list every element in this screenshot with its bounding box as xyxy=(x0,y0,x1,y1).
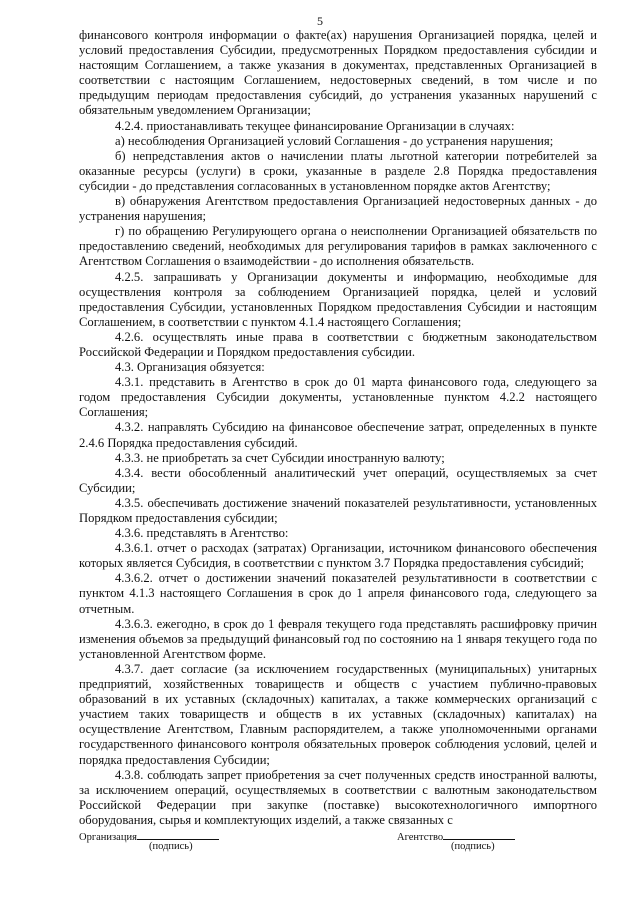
organization-signature-hint: (подпись) xyxy=(149,841,193,852)
paragraph-4-3-7: 4.3.7. дает согласие (за исключением государственных (муниципальных) унитарных предприятий, хозяйственных товариществ и обществ с участием публично-правовых образований в их уставных (складочных) капиталах, а также коммерческих организаций с участием таких товариществ и обществ в их уставных (складочных) капиталах) на осуществление Агентством, Главным распорядителем, а также уполномоченными органами государственного финансового контроля обязательных проверок соблюдения условий, целей и порядка предоставления Субсидии; xyxy=(79,661,597,767)
paragraph-4-3-6-3: 4.3.6.3. ежегодно, в срок до 1 февраля текущего года представлять расшифровку причин изменения объемов за предыдущий финансовый год по состоянию на 1 января текущего года по установленной Агентством форме. xyxy=(79,616,597,661)
paragraph-4-3-2: 4.3.2. направлять Субсидию на финансовое обеспечение затрат, определенных в пункте 2.4.6 Порядка предоставления субсидий. xyxy=(79,420,597,450)
page-number: 5 xyxy=(317,14,323,28)
paragraph-4-3-6-1: 4.3.6.1. отчет о расходах (затратах) Организации, источником финансового обеспечения которых является Субсидия, в соответствии с пунктом 3.7 Порядка предоставления субсидий; xyxy=(79,541,597,571)
organization-signature-line xyxy=(137,829,219,840)
paragraph-4-3-6: 4.3.6. представлять в Агентство: xyxy=(115,526,289,541)
paragraph-4-2-4-a: а) несоблюдения Организацией условий Соглашения - до устранения нарушения; xyxy=(115,133,554,148)
document-body xyxy=(79,28,597,828)
signature-footer xyxy=(79,829,597,869)
paragraph-4-3-3: 4.3.3. не приобретать за счет Субсидии иностранную валюту; xyxy=(115,450,445,465)
organization-label: Организация xyxy=(79,832,137,843)
paragraph-4-2-5: 4.2.5. запрашивать у Организации документы и информацию, необходимые для осуществления контроля за соблюдением Организацией порядка, целей и условий предоставления Субсидии, установленных Порядком предоставления Субсидии и настоящим Соглашением, в соответствии с пунктом 4.1.4 настоящего Соглашения; xyxy=(79,269,597,329)
agency-signature-hint: (подпись) xyxy=(451,841,495,852)
paragraph-4-2-4-g: г) по обращению Регулирующего органа о неисполнении Организацией обязательств по предоставлению сведений, необходимых для регулирования тарифов в рамках заключенного с Агентством Соглашения о взаимодействии - до исполнения обязательств. xyxy=(79,224,597,269)
paragraph-4-2-4: 4.2.4. приостанавливать текущее финансирование Организации в случаях: xyxy=(115,118,515,133)
paragraph-4-3-4: 4.3.4. вести обособленный аналитический учет операций, осуществляемых за счет Субсидии; xyxy=(79,465,597,495)
paragraph-4-3-5: 4.3.5. обеспечивать достижение значений показателей результативности, установленных Порядком предоставления субсидии; xyxy=(79,495,597,525)
paragraph-4-2-4-b: б) непредставления актов о начислении платы льготной категории потребителей за оказанные ресурсы (услуги) в сроки, указанные в разделе 2.8 Порядка предоставления субсидии - до представления согласованных в установленном порядке актов Агентству; xyxy=(79,148,597,193)
paragraph-4-3-6-2: 4.3.6.2. отчет о достижении значений показателей результативности в соответствии с пунктом 4.1.3 настоящего Соглашения в срок до 1 апреля финансового года, следующего за отчетным. xyxy=(79,571,597,616)
paragraph-4-3-1: 4.3.1. представить в Агентство в срок до 01 марта финансового года, следующего за годом предоставления Субсидии документы, установленные пунктом 4.2.2 настоящего Соглашения; xyxy=(79,375,597,420)
agency-signature-line xyxy=(443,829,515,840)
paragraph-4-2-6: 4.2.6. осуществлять иные права в соответствии с бюджетным законодательством Российской Федерации и Порядком предоставления субсидии. xyxy=(79,329,597,359)
paragraph-continuation: финансового контроля информации о факте(ах) нарушения Организацией порядка, целей и условий предоставления Субсидии, предусмотренных Порядком предоставления субсидии и настоящим Соглашением, а также указания в документах, представленных Организацией в соответствии с настоящим Соглашением, недостоверных сведений, в том числе и по предыдущим периодам предоставления субсидий, до устранения указанных нарушений с обязательным уведомлением Организации; xyxy=(79,28,597,118)
agency-label: Агентство xyxy=(397,832,444,843)
paragraph-4-3-8: 4.3.8. соблюдать запрет приобретения за счет полученных средств иностранной валюты, за исключением операций, осуществляемых в соответствии с валютным законодательством Российской Федерации при закупке (поставке) высокотехнологичного импортного оборудования, сырья и комплектующих изделий, а также связанных с xyxy=(79,767,597,827)
paragraph-4-2-4-v: в) обнаружения Агентством предоставления Организацией недостоверных данных - до устранения нарушения; xyxy=(79,194,597,224)
paragraph-4-3: 4.3. Организация обязуется: xyxy=(115,360,265,375)
